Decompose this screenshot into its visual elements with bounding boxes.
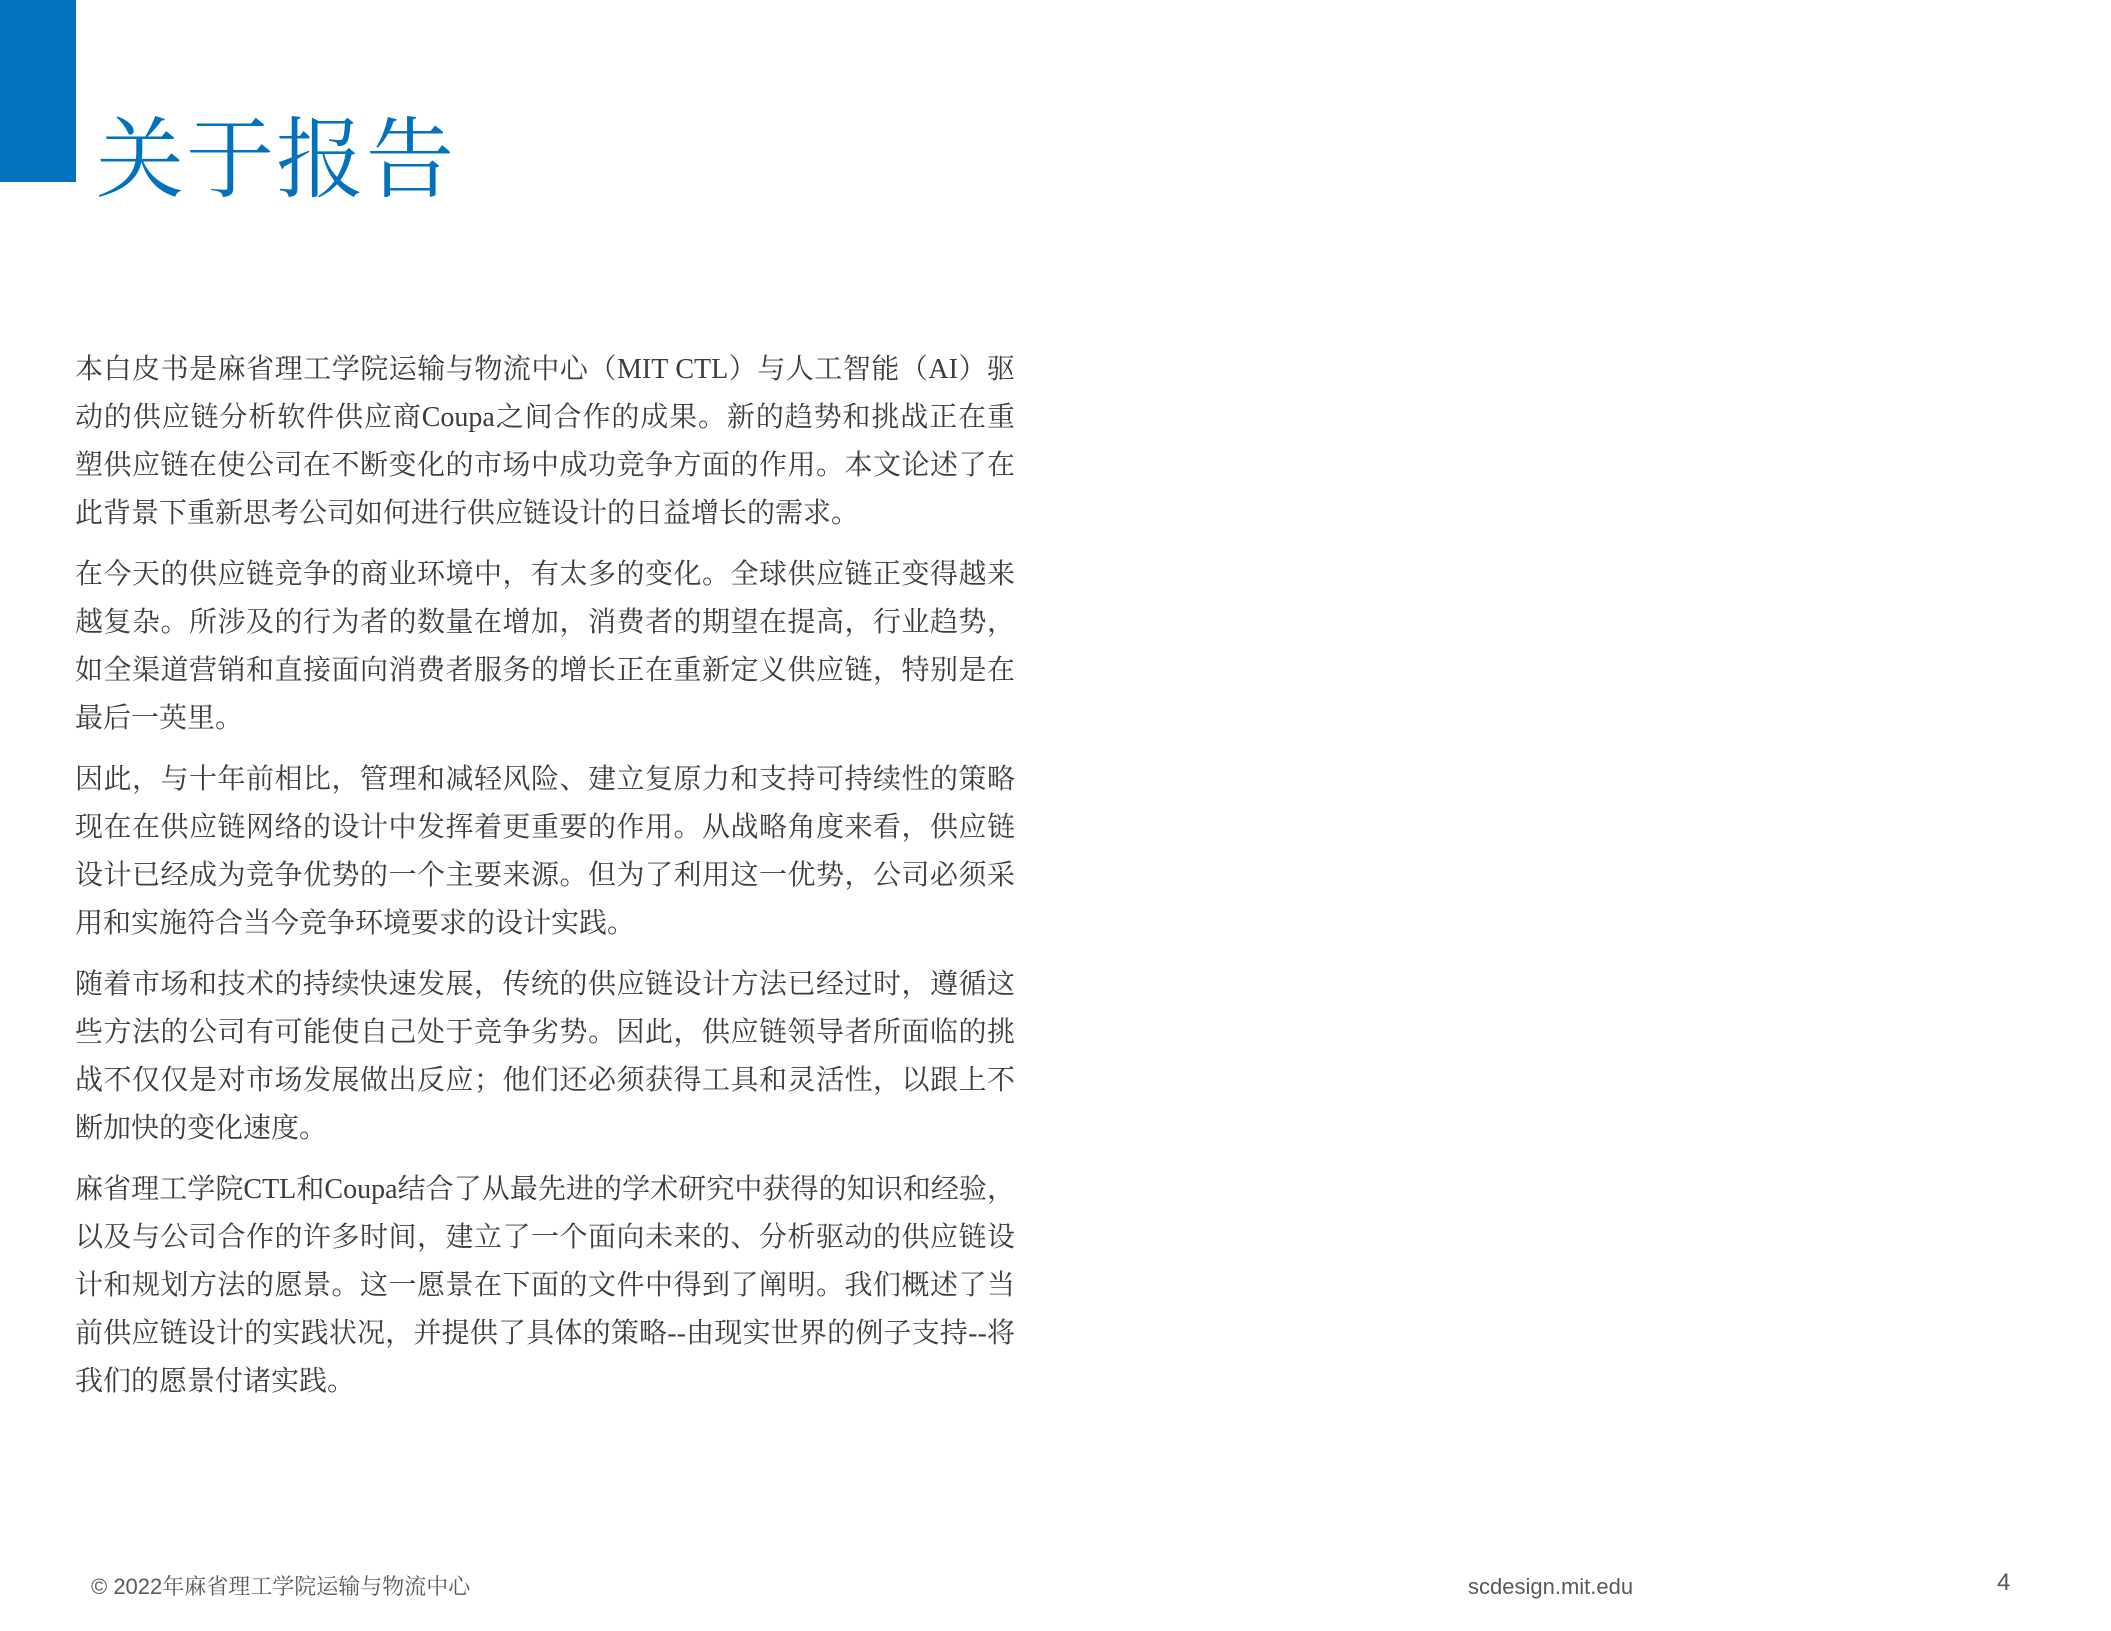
footer-page-number: 4 <box>1997 1569 2011 1596</box>
paragraph: 因此，与十年前相比，管理和减轻风险、建立复原力和支持可持续性的策略现在在供应链网络的设计中发挥着更重要的作用。从战略角度来看，供应链设计已经成为竞争优势的一个主要来源。但为了利用这一优势，公司必须采用和实施符合当今竞争环境要求的设计实践。 <box>75 764 1015 939</box>
footer-website-link[interactable]: scdesign.mit.edu <box>1468 1574 1634 1599</box>
paragraph: 随着市场和技术的持续快速发展，传统的供应链设计方法已经过时，遵循这些方法的公司有可能使自己处于竞争劣势。因此，供应链领导者所面临的挑战不仅仅是对市场发展做出反应；他们还必须获得工具和灵活性，以跟上不断加快的变化速度。 <box>75 969 1015 1144</box>
page-title: 关于报告 <box>96 113 457 210</box>
paragraph: 在今天的供应链竞争的商业环境中，有太多的变化。全球供应链正变得越来越复杂。所涉及的行为者的数量在增加，消费者的期望在提高，行业趋势，如全渠道营销和直接面向消费者服务的增长正在重新定义供应链，特别是在最后一英里。 <box>75 559 1015 734</box>
paragraph: 本白皮书是麻省理工学院运输与物流中心（MIT CTL）与人工智能（AI）驱动的供应链分析软件供应商Coupa之间合作的成果。新的趋势和挑战正在重塑供应链在使公司在不断变化的市场中成功竞争方面的作用。本文论述了在此背景下重新思考公司如何进行供应链设计的日益增长的需求。 <box>75 354 1015 529</box>
footer-copyright: © 2022年麻省理工学院运输与物流中心 <box>91 1574 471 1599</box>
accent-bar <box>0 0 76 182</box>
paragraph: 麻省理工学院CTL和Coupa结合了从最先进的学术研究中获得的知识和经验，以及与公司合作的许多时间，建立了一个面向未来的、分析驱动的供应链设计和规划方法的愿景。这一愿景在下面的文件中得到了阐明。我们概述了当前供应链设计的实践状况，并提供了具体的策略--由现实世界的例子支持--将我们的愿景付诸实践。 <box>75 1174 1015 1397</box>
body-text-block <box>75 346 1015 1419</box>
